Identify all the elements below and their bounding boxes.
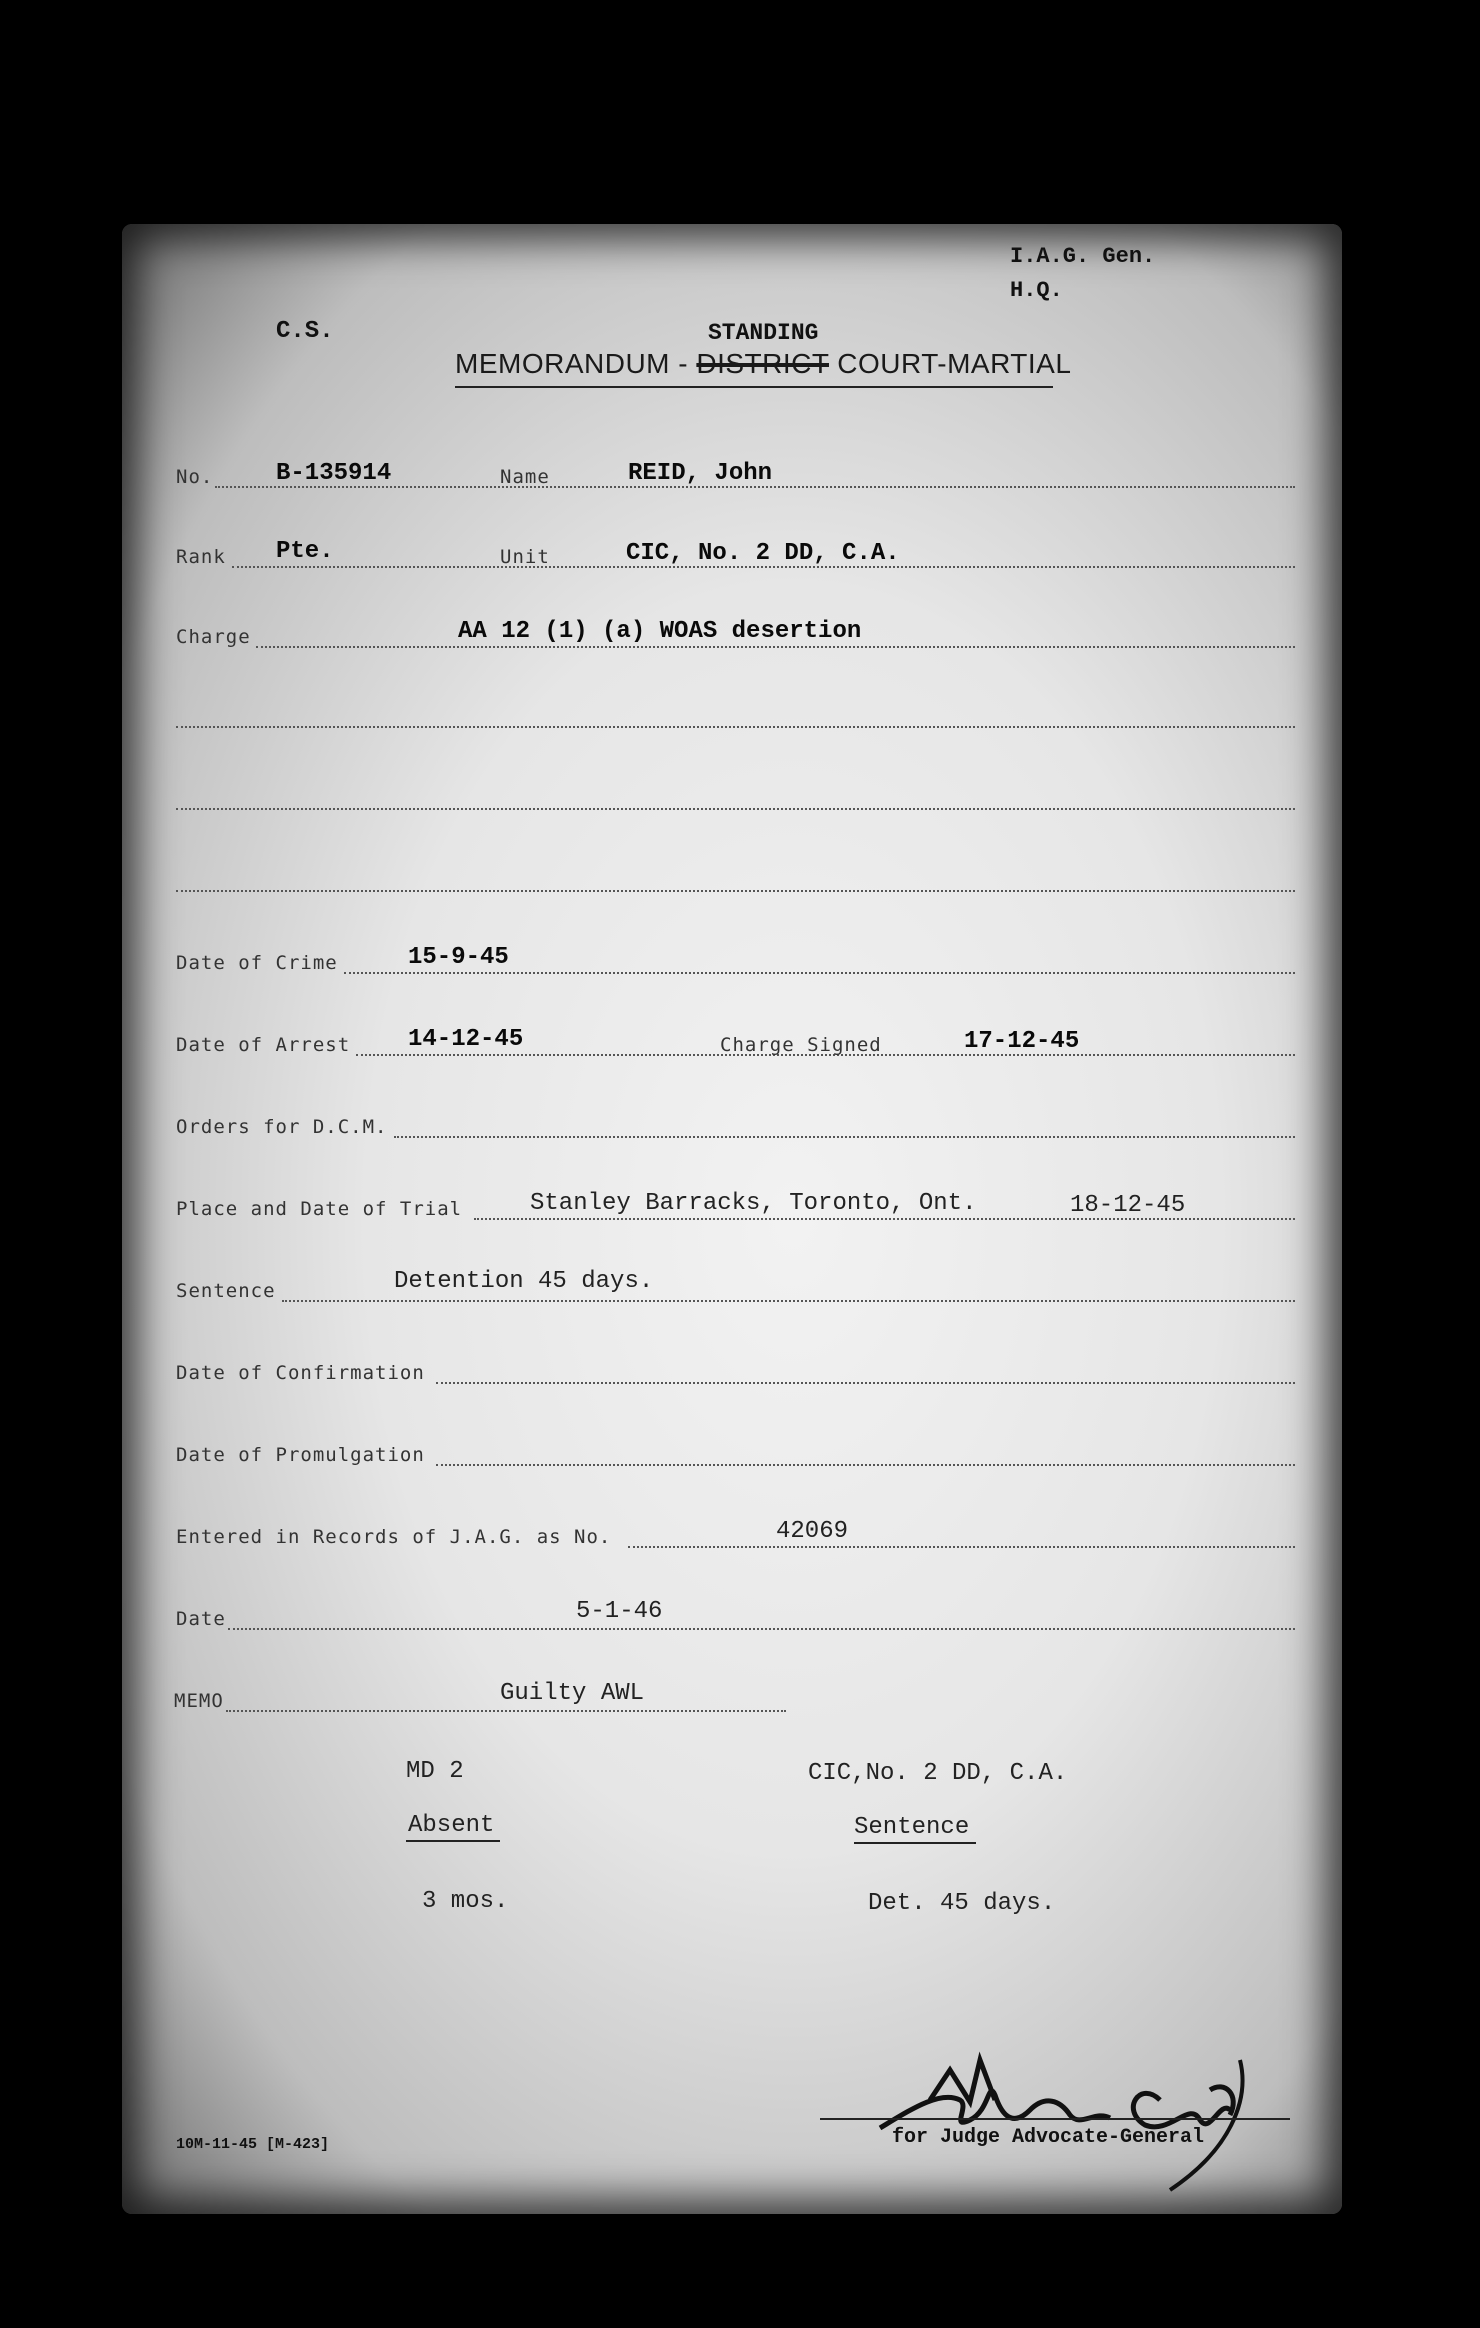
sentence-rule xyxy=(282,1300,1295,1302)
date-of-confirmation-label: Date of Confirmation xyxy=(176,1362,425,1384)
absent-underline xyxy=(406,1840,500,1842)
date-label: Date xyxy=(176,1608,226,1630)
date-of-arrest-value: 14-12-45 xyxy=(408,1026,524,1053)
signature-mark xyxy=(870,2040,1290,2200)
memo-left-value: 3 mos. xyxy=(422,1888,509,1915)
standing-overwrite: STANDING xyxy=(708,320,819,346)
charge-label: Charge xyxy=(176,626,251,648)
service-number: B-135914 xyxy=(276,460,392,487)
memo-rule xyxy=(226,1710,786,1712)
charge-signed-value: 17-12-45 xyxy=(964,1028,1080,1055)
date-of-crime-rule xyxy=(344,972,1295,974)
court-martial-word: COURT-MARTIAL xyxy=(837,348,1072,379)
place-date-trial-label: Place and Date of Trial xyxy=(176,1198,463,1220)
unit-label: Unit xyxy=(500,546,550,568)
orders-dcm-label: Orders for D.C.M. xyxy=(176,1116,388,1138)
unit-value: CIC, No. 2 DD, C.A. xyxy=(626,540,900,567)
orders-dcm-rule xyxy=(394,1136,1295,1138)
charge-continuation-line-1 xyxy=(176,726,1295,728)
name-label: Name xyxy=(500,466,550,488)
memo-value: Guilty AWL xyxy=(500,1680,645,1707)
charge-continuation-line-3 xyxy=(176,890,1295,892)
date-of-promulgation-label: Date of Promulgation xyxy=(176,1444,425,1466)
memo-right-heading: CIC,No. 2 DD, C.A. xyxy=(808,1760,1068,1787)
jag-records-number: 42069 xyxy=(776,1518,849,1545)
rank-value: Pte. xyxy=(276,538,334,565)
jag-records-label: Entered in Records of J.A.G. as No. xyxy=(176,1526,612,1548)
charge-value: AA 12 (1) (a) WOAS desertion xyxy=(458,618,862,645)
signature-caption: for Judge Advocate-General xyxy=(892,2126,1205,2149)
place-of-trial-value: Stanley Barracks, Toronto, Ont. xyxy=(530,1190,977,1217)
office-code: C.S. xyxy=(276,318,334,345)
form-title xyxy=(455,348,1071,380)
title-underline xyxy=(455,386,1053,388)
date-value: 5-1-46 xyxy=(576,1598,663,1625)
memo-label: MEMO xyxy=(174,1690,224,1712)
sentence-label: Sentence xyxy=(176,1280,276,1302)
corner-reference-line-1: I.A.G. Gen. xyxy=(1010,244,1156,269)
signature-line xyxy=(820,2118,1290,2120)
no-label: No. xyxy=(176,466,214,488)
date-of-promulgation-rule xyxy=(436,1464,1295,1466)
charge-continuation-line-2 xyxy=(176,808,1295,810)
district-struck-word: DISTRICT xyxy=(696,348,829,379)
memo-right-value: Det. 45 days. xyxy=(868,1890,1056,1917)
date-of-crime-value: 15-9-45 xyxy=(408,944,509,971)
sentence-underline xyxy=(854,1842,976,1844)
soldier-name: REID, John xyxy=(628,460,773,487)
charge-rule xyxy=(256,646,1295,648)
form-code: 10M-11-45 [M-423] xyxy=(176,2136,330,2153)
date-of-crime-label: Date of Crime xyxy=(176,952,338,974)
jag-records-rule xyxy=(628,1546,1295,1548)
memo-right-subheading: Sentence xyxy=(854,1814,970,1841)
date-of-trial-value: 18-12-45 xyxy=(1070,1192,1186,1219)
memo-left-heading: MD 2 xyxy=(406,1758,464,1785)
date-rule xyxy=(228,1628,1295,1630)
date-of-arrest-label: Date of Arrest xyxy=(176,1034,351,1056)
memo-left-subheading: Absent xyxy=(408,1812,495,1839)
rank-label: Rank xyxy=(176,546,226,568)
corner-reference-line-2: H.Q. xyxy=(1010,278,1063,303)
date-of-confirmation-rule xyxy=(436,1382,1295,1384)
memorandum-word: MEMORANDUM - xyxy=(455,348,689,379)
sentence-value: Detention 45 days. xyxy=(394,1268,654,1295)
charge-signed-label: Charge Signed xyxy=(720,1034,882,1056)
